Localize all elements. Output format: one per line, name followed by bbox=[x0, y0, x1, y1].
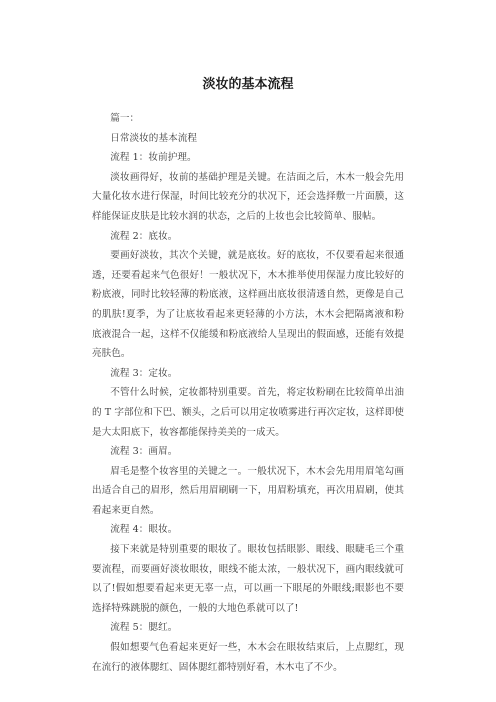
section-label: 篇一： bbox=[110, 113, 140, 124]
step-heading-5: 流程 4：眼妆。 bbox=[110, 524, 178, 536]
step-paragraph-3: 不管什么时候，定妆都特别重要。首先，将定妆粉刷在比较简单出油的 T 字部位和下巴、额头，之后可以用定妆喷雾进行再次定妆，这样即使是大太阳底下，妆容都能保持美美的一成天。 bbox=[92, 387, 404, 438]
step-heading-1: 流程 1：妆前护理。 bbox=[110, 152, 197, 164]
step-paragraph-6: 假如想要气色看起来更好一些，木木会在眼妆结束后，上点腮红，现在流行的液体腮红、固体腮红都特别好看，木木屯了不少。 bbox=[92, 642, 404, 673]
document-body bbox=[92, 109, 404, 677]
step-paragraph-1: 淡妆画得好，妆前的基础护理是关键。在洁面之后，木木一般会先用大量化妆水进行保湿，时间比较充分的状况下，还会选择敷一片面膜，这样能保证皮肤是比较水润的状态，之后的上妆也会比较简单、服帖。 bbox=[92, 171, 404, 222]
section-subtitle: 日常淡妆的基本流程 bbox=[110, 132, 198, 144]
step-heading-2: 流程 2：底妆。 bbox=[110, 230, 178, 242]
step-heading-3: 流程 3：定妆。 bbox=[110, 367, 178, 379]
step-heading-4: 流程 3：画眉。 bbox=[110, 446, 178, 458]
step-paragraph-4: 眉毛是整个妆容里的关键之一。一般状况下，木木会先用用眉笔勾画出适合自己的眉形，然后用眉刷刷一下，用眉粉填充，再次用眉刷，使其看起来更自然。 bbox=[92, 465, 404, 516]
step-paragraph-5: 接下来就是特别重要的眼妆了。眼妆包括眼影、眼线、眼睫毛三个重要流程，而要画好淡妆眼妆，眼线不能太浓，一般状况下，画内眼线就可以了!假如想要看起来更无辜一点，可以画一下眼尾的外眼线;眼影也不要选择特殊跳脱的颜色，一般的大地色系就可以了! bbox=[92, 544, 404, 614]
step-paragraph-2: 要画好淡妆，其次个关键，就是底妆。好的底妆，不仅要看起来很通透，还要看起来气色很好！一般状况下，木木推举使用保湿力度比较好的粉底液，同时比较轻薄的粉底液，这样画出底妆很清透自然，更像是自己的肌肤!夏季，为了让底妆看起来更轻薄的小方法，木木会把隔离液和粉底液混合一起，这样不仅能缓和粉底液给人呈现出的假面感，还能有效提亮肤色。 bbox=[92, 250, 404, 360]
step-heading-6: 流程 5：腮红。 bbox=[110, 622, 178, 634]
document-title: 淡妆的基本流程 bbox=[202, 77, 294, 92]
